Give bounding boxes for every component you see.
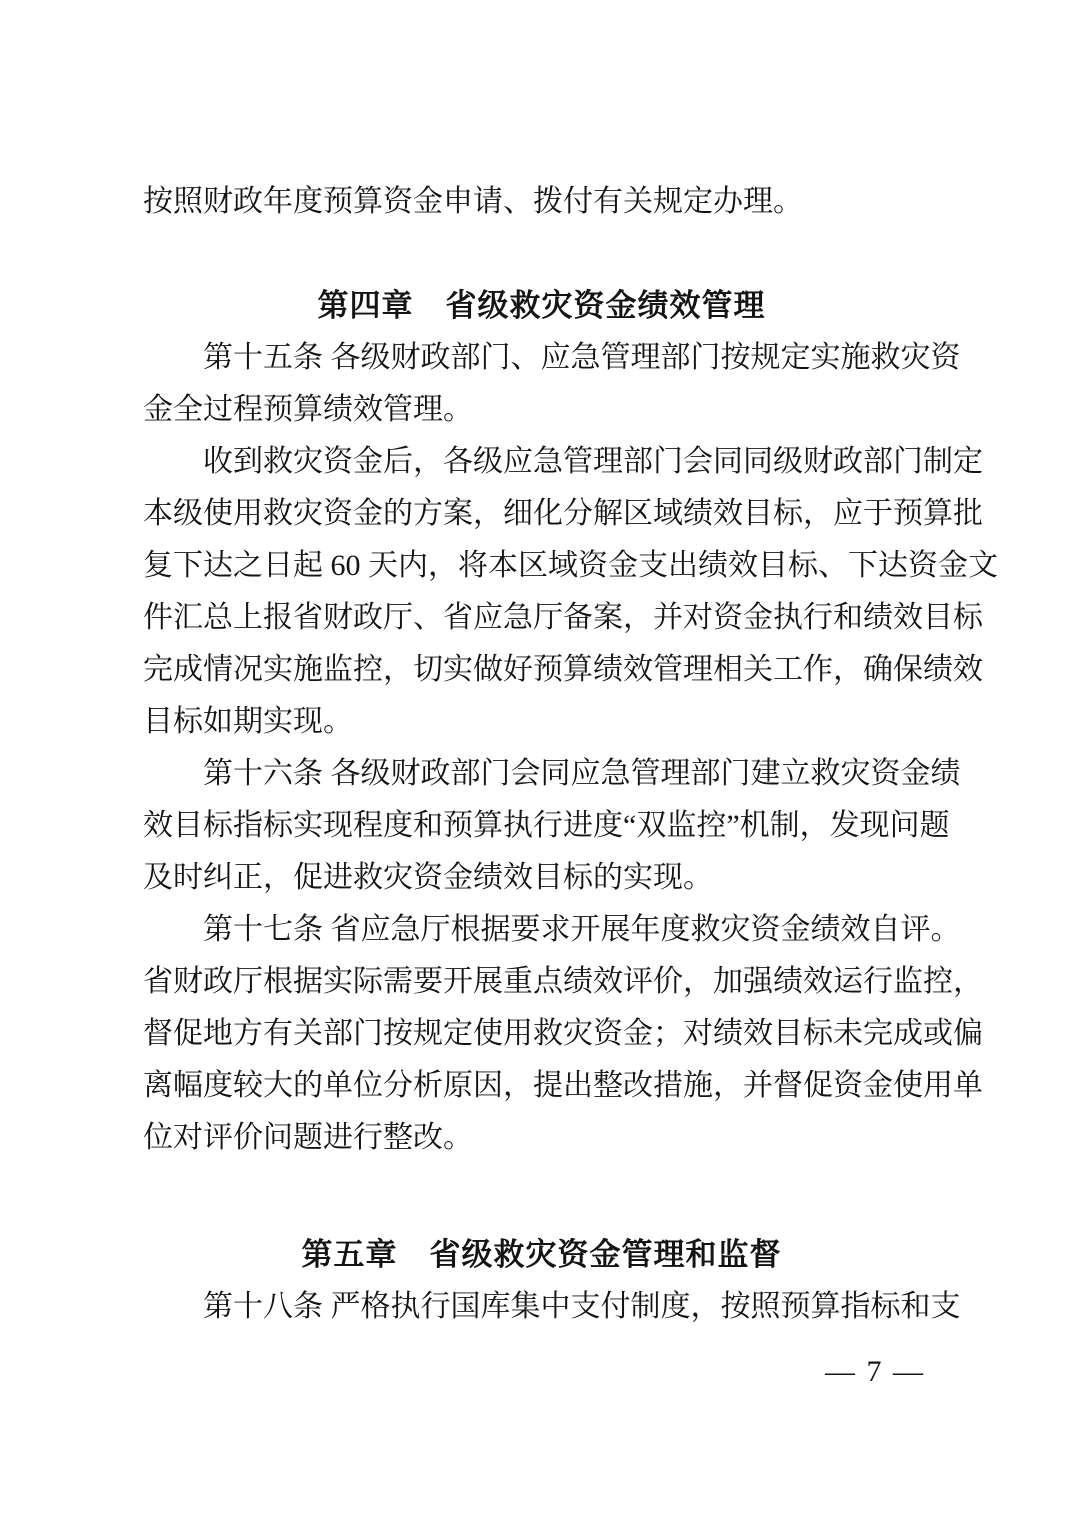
body-line: 效目标指标实现程度和预算执行进度“双监控”机制，发现问题	[143, 809, 950, 842]
body-line: 及时纠正，促进救灾资金绩效目标的实现。	[143, 861, 713, 894]
body-line: 按照财政年度预算资金申请、拨付有关规定办理。	[143, 185, 803, 218]
body-line: 金全过程预算绩效管理。	[143, 393, 473, 426]
article-18-paragraph	[143, 1281, 961, 1333]
page-number: — 7 —	[825, 1355, 925, 1388]
body-line: 第十七条 省应急厅根据要求开展年度救灾资金绩效自评。	[143, 913, 961, 946]
body-line: 离幅度较大的单位分析原因，提出整改措施，并督促资金使用单	[143, 1069, 983, 1102]
body-line: 省财政厅根据实际需要开展重点绩效评价，加强绩效运行监控，	[143, 965, 983, 998]
body-line: 第十八条 严格执行国库集中支付制度，按照预算指标和支	[143, 1290, 961, 1323]
body-line: 件汇总上报省财政厅、省应急厅备案，并对资金执行和绩效目标	[143, 601, 983, 634]
chapter-5-heading: 第五章 省级救灾资金管理和监督	[301, 1237, 782, 1272]
body-line: 第十六条 各级财政部门会同应急管理部门建立救灾资金绩	[143, 757, 961, 790]
article-17-paragraph	[143, 904, 983, 1164]
chapter-4-heading: 第四章 省级救灾资金绩效管理	[317, 288, 766, 323]
body-line: 第十五条 各级财政部门、应急管理部门按规定实施救灾资	[143, 341, 961, 374]
body-line: 完成情况实施监控，切实做好预算绩效管理相关工作，确保绩效	[143, 653, 983, 686]
intro-continuation-paragraph	[143, 176, 940, 228]
body-line: 目标如期实现。	[143, 705, 353, 738]
body-line: 本级使用救灾资金的方案，细化分解区域绩效目标，应于预算批	[143, 497, 983, 530]
article-15-paragraph	[143, 332, 961, 436]
article-16-paragraph	[143, 748, 961, 904]
document-content	[143, 176, 998, 1333]
body-line: 收到救灾资金后，各级应急管理部门会同同级财政部门制定	[143, 445, 983, 478]
article-15-second-paragraph	[143, 436, 998, 748]
body-line: 位对评价问题进行整改。	[143, 1121, 473, 1154]
body-line: 督促地方有关部门按规定使用救灾资金；对绩效目标未完成或偏	[143, 1017, 983, 1050]
body-line: 复下达之日起 60 天内，将本区域资金支出绩效目标、下达资金文	[143, 549, 998, 582]
